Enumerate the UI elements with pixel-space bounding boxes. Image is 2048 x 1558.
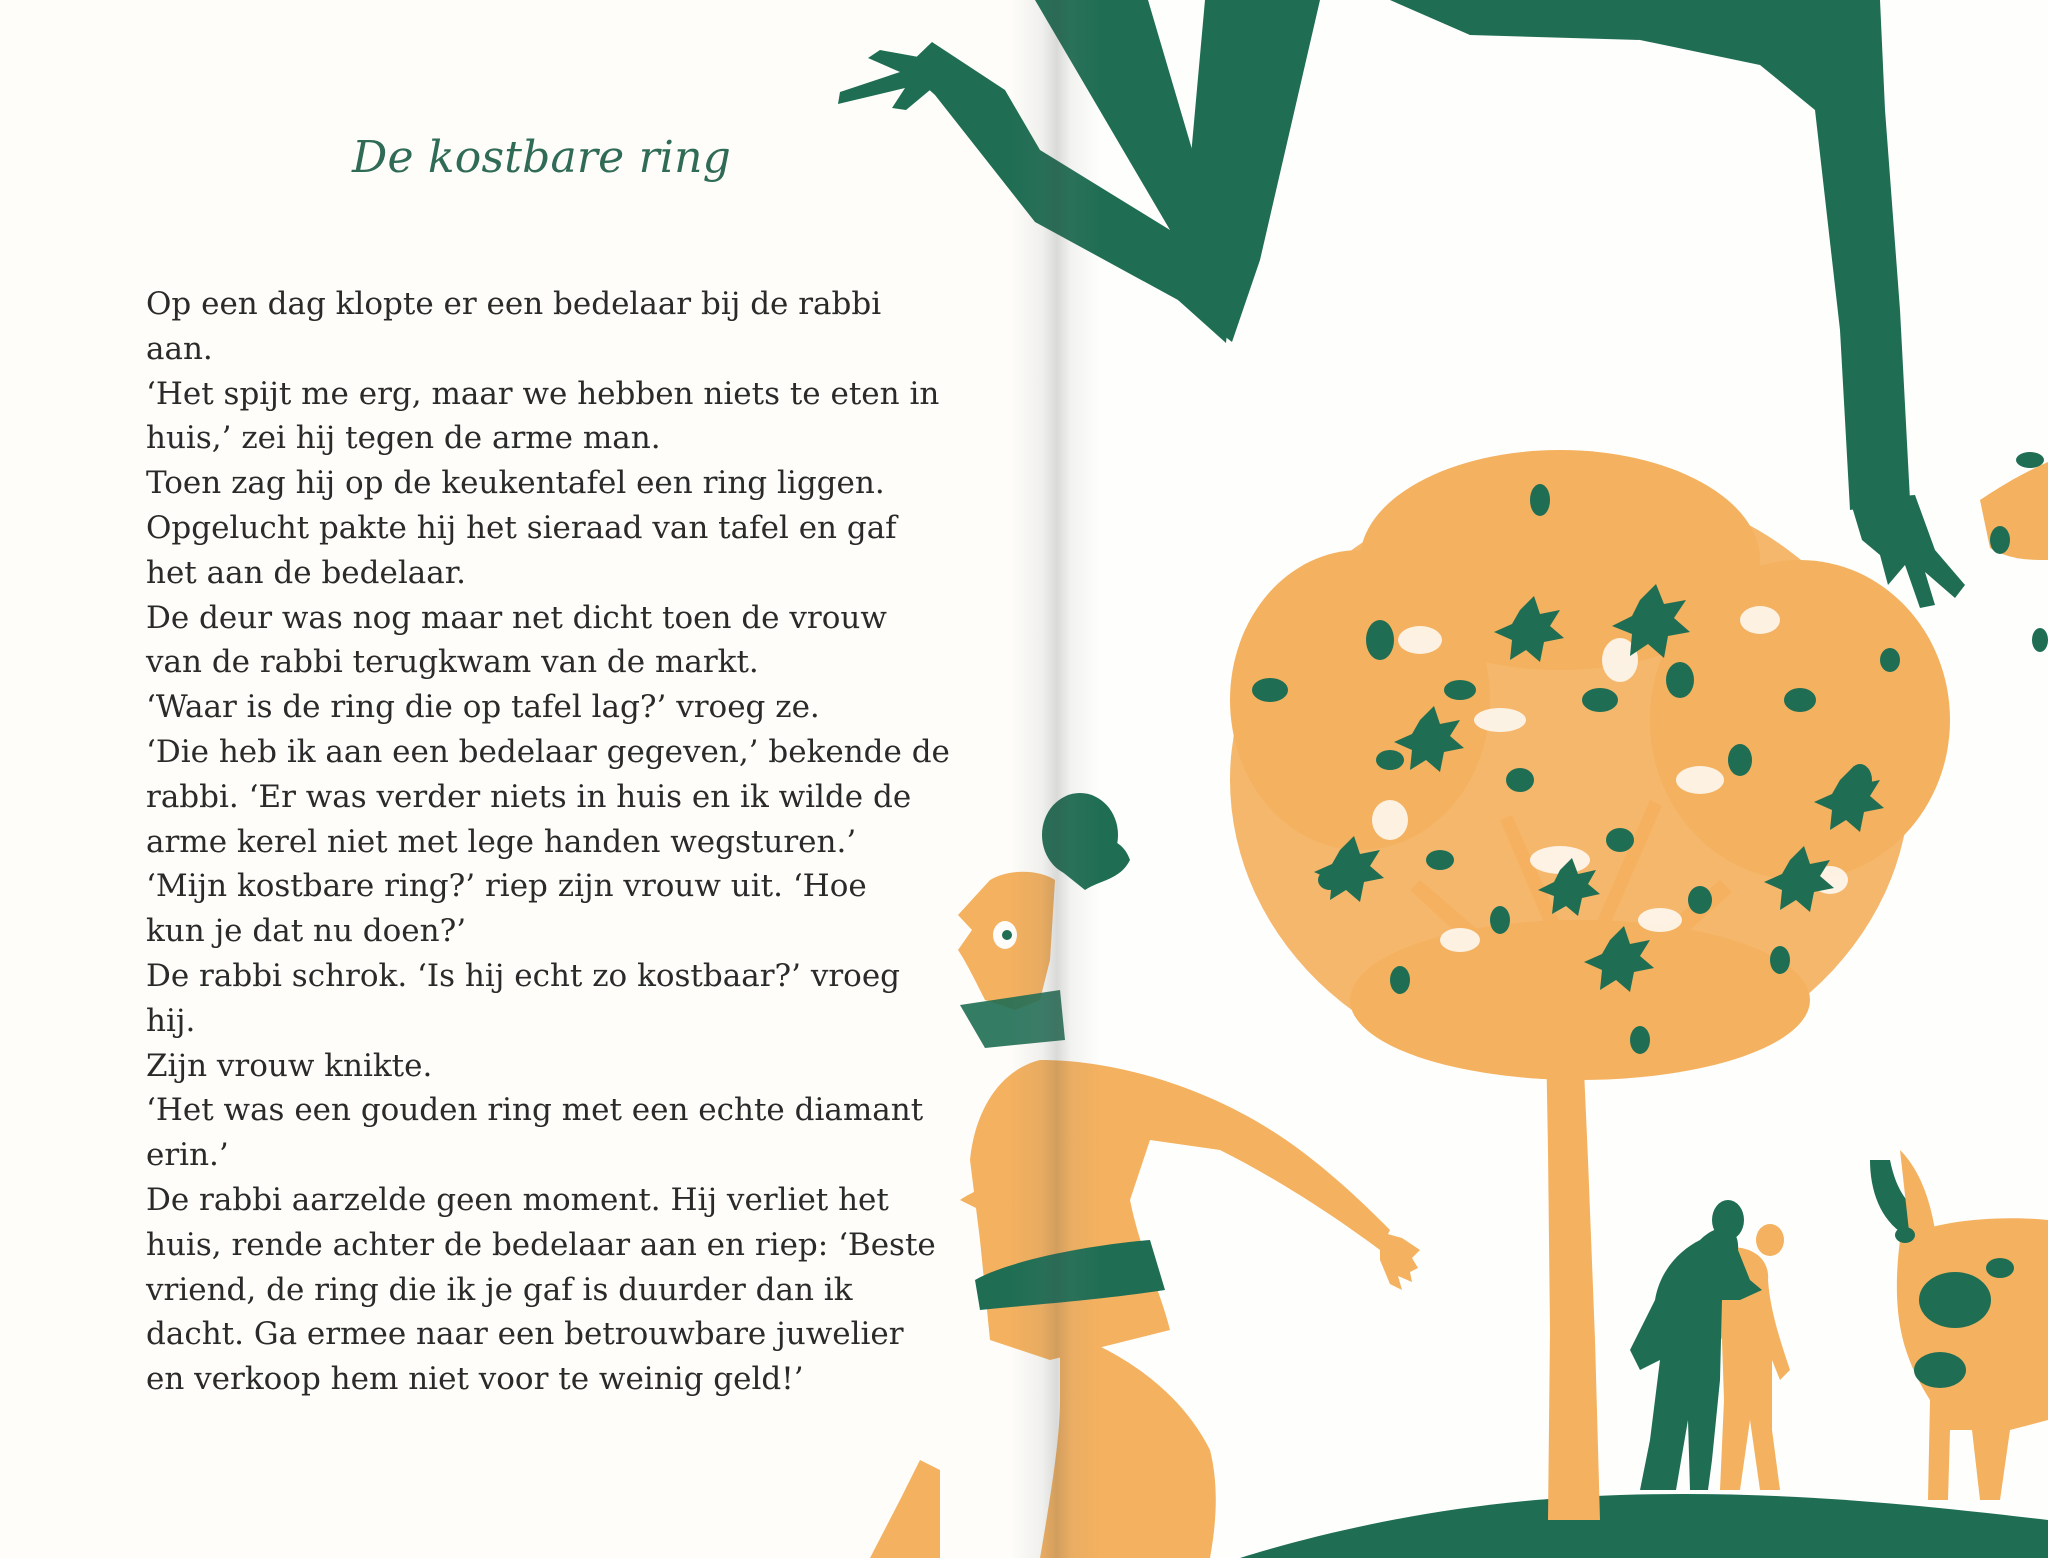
story-line: van de rabbi terugkwam van de markt. (146, 644, 759, 681)
story-line: ‘Het spijt me erg, maar we hebben niets te eten in (146, 375, 940, 412)
story-line: dacht. Ga ermee naar een betrouwbare juwelier (146, 1316, 904, 1353)
ground-hill (1240, 1494, 2048, 1558)
story-line: Op een dag klopte er een bedelaar bij de rabbi (146, 286, 882, 322)
story-line: ‘Mijn kostbare ring?’ riep zijn vrouw uit. ‘Hoe (146, 868, 867, 905)
story-line: De rabbi aarzelde geen moment. Hij verliet het (146, 1181, 889, 1218)
story-line: en verkoop hem niet voor te weinig geld!’ (146, 1361, 804, 1398)
tree-crown (1230, 450, 1950, 1080)
story-line: ‘Die heb ik aan een bedelaar gegeven,’ bekende de (146, 733, 950, 770)
story-line: huis,’ zei hij tegen de arme man. (146, 420, 661, 457)
story-line: rabbi. ‘Er was verder niets in huis en ik wilde de (146, 778, 912, 815)
story-line: vriend, de ring die ik je gaf is duurder dan ik (146, 1271, 853, 1308)
story-line: De rabbi schrok. ‘Is hij echt zo kostbaar?’ vroeg (146, 957, 901, 994)
two-figures (1630, 1200, 1790, 1490)
story-line: huis, rende achter de bedelaar aan en riep: ‘Beste (146, 1226, 936, 1263)
story-line: Toen zag hij op de keukentafel een ring liggen. (146, 465, 885, 502)
right-edge-branch (1980, 452, 2048, 652)
story-line: erin.’ (146, 1137, 229, 1174)
story-line: De deur was nog maar net dicht toen de vrouw (146, 599, 887, 636)
story-line: Opgelucht pakte hij het sieraad van tafel en gaf (146, 509, 897, 546)
story-line: Zijn vrouw knikte. (146, 1047, 433, 1084)
cow (1870, 1150, 2048, 1500)
story-line: het aan de bedelaar. (146, 554, 466, 591)
story-line: hij. (146, 1002, 196, 1039)
story-line: aan. (146, 330, 213, 367)
story-title: De kostbare ring (352, 132, 731, 183)
story-line: ‘Het was een gouden ring met een echte diamant (146, 1092, 924, 1129)
story-line: ‘Waar is de ring die op tafel lag?’ vroeg ze. (146, 689, 820, 726)
story-line: kun je dat nu doen?’ (146, 913, 467, 950)
story-line: arme kerel niet met lege handen wegsturen.’ (146, 823, 857, 860)
